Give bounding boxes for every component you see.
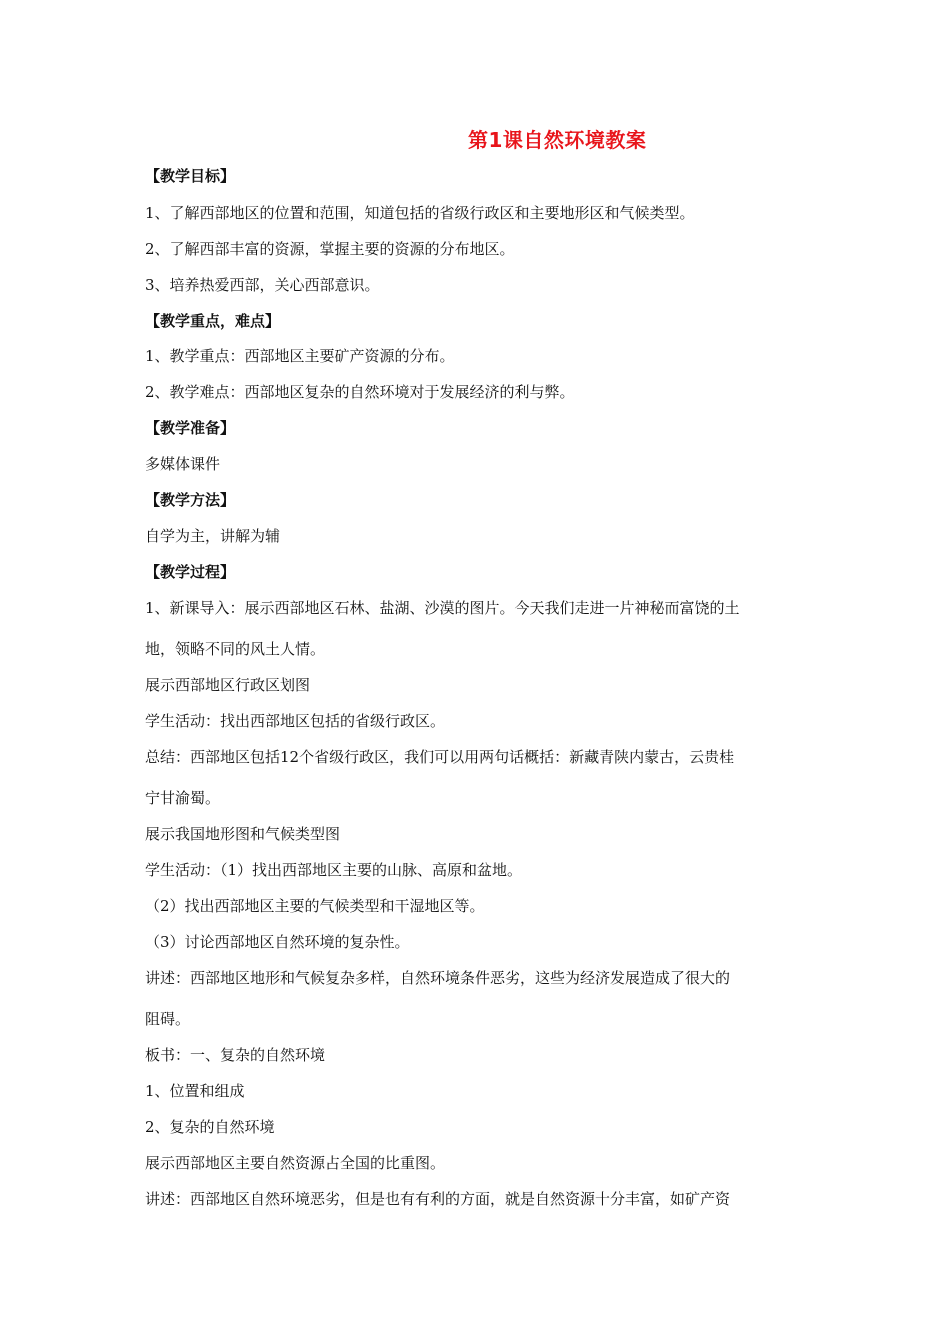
objective-item: 3、培养热爱西部，关心西部意识。: [145, 276, 380, 294]
key-point-item: 1、教学重点：西部地区主要矿产资源的分布。: [145, 347, 455, 365]
process-line: 学生活动：（1）找出西部地区主要的山脉、高原和盆地。: [145, 861, 523, 879]
process-line: （3）讨论西部地区自然环境的复杂性。: [145, 933, 410, 951]
methods-text: 自学为主，讲解为辅: [145, 527, 281, 545]
heading-process: 【教学过程】: [145, 563, 236, 581]
heading-methods: 【教学方法】: [145, 491, 236, 509]
objective-item: 1、了解西部地区的位置和范围，知道包括的省级行政区和主要地形区和气候类型。: [145, 204, 695, 222]
process-line: 展示西部地区行政区划图: [145, 676, 311, 694]
process-line: 学生活动：找出西部地区包括的省级行政区。: [145, 712, 446, 730]
heading-key-points: 【教学重点，难点】: [145, 312, 281, 330]
process-line: （2）找出西部地区主要的气候类型和干湿地区等。: [145, 897, 485, 915]
process-line: 地，领略不同的风土人情。: [145, 640, 326, 658]
process-line: 阻碍。: [145, 1010, 191, 1028]
heading-preparation: 【教学准备】: [145, 419, 236, 437]
key-point-item: 2、教学难点：西部地区复杂的自然环境对于发展经济的利与弊。: [145, 383, 575, 401]
process-line: 2、复杂的自然环境: [145, 1118, 275, 1136]
preparation-text: 多媒体课件: [145, 455, 221, 473]
process-line: 展示我国地形图和气候类型图: [145, 825, 341, 843]
process-line: 展示西部地区主要自然资源占全国的比重图。: [145, 1154, 446, 1172]
process-line: 讲述：西部地区自然环境恶劣，但是也有有利的方面，就是自然资源十分丰富，如矿产资: [145, 1190, 731, 1208]
process-line: 讲述：西部地区地形和气候复杂多样，自然环境条件恶劣，这些为经济发展造成了很大的: [145, 969, 731, 987]
heading-objectives: 【教学目标】: [145, 167, 236, 185]
process-line: 板书：一、复杂的自然环境: [145, 1046, 326, 1064]
objective-item: 2、了解西部丰富的资源，掌握主要的资源的分布地区。: [145, 240, 515, 258]
process-line: 1、新课导入：展示西部地区石林、盐湖、沙漠的图片。今天我们走进一片神秘而富饶的土: [145, 599, 740, 617]
process-line: 宁甘渝蜀。: [145, 789, 221, 807]
process-line: 1、位置和组成: [145, 1082, 245, 1100]
document-title: 第1课自然环境教案: [468, 128, 647, 152]
process-line: 总结：西部地区包括12个省级行政区，我们可以用两句话概括：新藏青陕内蒙古，云贵桂: [145, 748, 735, 766]
